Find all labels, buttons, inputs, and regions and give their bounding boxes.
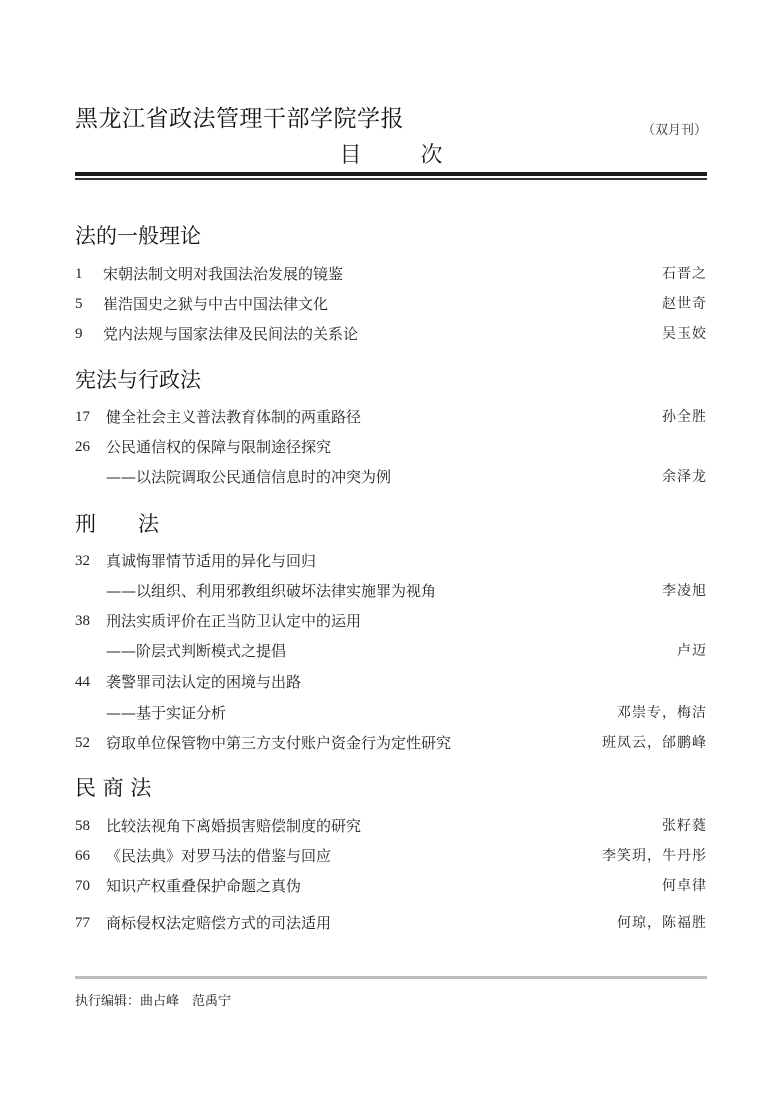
section-title-civil-commercial-law: 民 商 法 bbox=[75, 776, 152, 800]
toc-entry[interactable] bbox=[75, 323, 707, 345]
article-title: 刑法实质评价在正当防卫认定中的运用 bbox=[106, 612, 362, 630]
page-number: 44 bbox=[75, 674, 90, 690]
section-title-general-theory: 法的一般理论 bbox=[75, 224, 201, 248]
article-title: 真诚悔罪情节适用的异化与回归 bbox=[106, 552, 317, 570]
article-title: 比较法视角下离婚损害赔偿制度的研究 bbox=[106, 817, 362, 835]
article-subtitle: ——基于实证分析 bbox=[106, 704, 227, 722]
article-author: 班凤云，邰鹏峰 bbox=[602, 735, 707, 751]
section-title-criminal-law: 刑 法 bbox=[75, 512, 159, 536]
page-number: 17 bbox=[75, 409, 90, 425]
toc-entry[interactable] bbox=[75, 875, 707, 897]
table-of-contents-page bbox=[75, 0, 707, 1103]
article-title: 公民通信权的保障与限制途径探究 bbox=[106, 438, 332, 456]
article-author: 卢迈 bbox=[677, 643, 707, 659]
toc-heading bbox=[75, 138, 707, 169]
article-subtitle: ——以组织、利用邪教组织破坏法律实施罪为视角 bbox=[106, 582, 437, 600]
header-rule-thin bbox=[75, 178, 707, 180]
page-number: 9 bbox=[75, 326, 83, 342]
toc-entry[interactable] bbox=[75, 815, 707, 837]
article-author: 李笑玥，牛丹彤 bbox=[602, 848, 707, 864]
page-number: 66 bbox=[75, 848, 90, 864]
toc-entry-subtitle[interactable] bbox=[75, 580, 707, 602]
toc-entry[interactable] bbox=[75, 610, 707, 632]
page-number: 52 bbox=[75, 735, 90, 751]
toc-entry-subtitle[interactable] bbox=[75, 466, 707, 488]
footer-rule bbox=[75, 976, 707, 979]
header-rule-thick bbox=[75, 172, 707, 176]
journal-title: 黑龙江省政法管理干部学院学报 bbox=[75, 106, 404, 132]
page-number: 58 bbox=[75, 818, 90, 834]
article-title: 《民法典》对罗马法的借鉴与回应 bbox=[106, 847, 332, 865]
article-title: 党内法规与国家法律及民间法的关系论 bbox=[103, 325, 359, 343]
article-author: 赵世奇 bbox=[662, 296, 707, 312]
article-title: 商标侵权法定赔偿方式的司法适用 bbox=[106, 914, 332, 932]
toc-entry[interactable] bbox=[75, 406, 707, 428]
article-author: 何卓律 bbox=[662, 878, 707, 894]
article-author: 邓崇专，梅洁 bbox=[617, 705, 707, 721]
page-number: 70 bbox=[75, 878, 90, 894]
toc-entry-subtitle[interactable] bbox=[75, 640, 707, 662]
article-title: 宋朝法制文明对我国法治发展的镜鉴 bbox=[103, 265, 344, 283]
article-title: 窃取单位保管物中第三方支付账户资金行为定性研究 bbox=[106, 734, 452, 752]
page-number: 1 bbox=[75, 266, 83, 282]
toc-entry[interactable] bbox=[75, 550, 707, 572]
publication-frequency: （双月刊） bbox=[641, 123, 707, 138]
article-title: 崔浩国史之狱与中古中国法律文化 bbox=[103, 295, 329, 313]
page-number: 38 bbox=[75, 613, 90, 629]
article-author: 何琼，陈福胜 bbox=[617, 915, 707, 931]
toc-entry[interactable] bbox=[75, 436, 707, 458]
article-subtitle: ——阶层式判断模式之提倡 bbox=[106, 642, 287, 660]
toc-entry-subtitle[interactable] bbox=[75, 702, 707, 724]
article-author: 石晋之 bbox=[662, 266, 707, 282]
toc-entry[interactable] bbox=[75, 912, 707, 934]
article-subtitle: ——以法院调取公民通信信息时的冲突为例 bbox=[106, 468, 392, 486]
page-number: 5 bbox=[75, 296, 83, 312]
toc-entry[interactable] bbox=[75, 263, 707, 285]
toc-heading-char-1: 目 bbox=[339, 143, 362, 168]
article-author: 余泽龙 bbox=[662, 469, 707, 485]
article-author: 吴玉姣 bbox=[662, 326, 707, 342]
toc-entry[interactable] bbox=[75, 293, 707, 315]
page-number: 26 bbox=[75, 439, 90, 455]
page-number: 32 bbox=[75, 553, 90, 569]
executive-editor-credit: 执行编辑：曲占峰 范禹宁 bbox=[75, 994, 232, 1009]
article-title: 健全社会主义普法教育体制的两重路径 bbox=[106, 408, 362, 426]
article-title: 知识产权重叠保护命题之真伪 bbox=[106, 877, 302, 895]
toc-entry[interactable] bbox=[75, 671, 707, 693]
toc-entry[interactable] bbox=[75, 845, 707, 867]
article-author: 张籽蕤 bbox=[662, 818, 707, 834]
toc-heading-char-2: 次 bbox=[420, 143, 443, 168]
article-title: 袭警罪司法认定的困境与出路 bbox=[106, 673, 302, 691]
page-number: 77 bbox=[75, 915, 90, 931]
section-title-constitutional-administrative-law: 宪法与行政法 bbox=[75, 368, 201, 392]
toc-entry[interactable] bbox=[75, 732, 707, 754]
article-author: 孙全胜 bbox=[662, 409, 707, 425]
article-author: 李凌旭 bbox=[662, 583, 707, 599]
